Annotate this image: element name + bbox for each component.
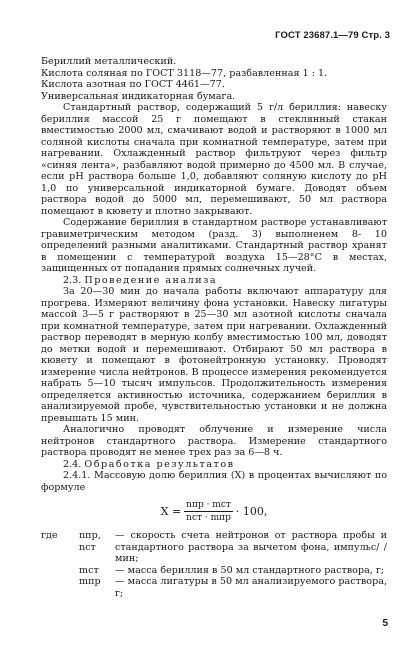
reagent-item: Кислота азотная по ГОСТ 4461—77. xyxy=(41,79,225,90)
page-header: ГОСТ 23687.1—79 Стр. 3 xyxy=(275,30,390,41)
reagent-item: Универсальная индикаторная бумага. xyxy=(41,90,236,102)
definition-row xyxy=(41,565,387,577)
definition-row xyxy=(41,530,387,565)
formula-numerator: nпр · mст xyxy=(186,500,231,510)
section-heading-2-3 xyxy=(41,275,387,287)
section-heading-2-4 xyxy=(41,459,387,471)
definition-symbol: mст xyxy=(79,564,99,576)
formula-rhs: · 100, xyxy=(235,504,268,518)
definition-text: — скорость счета нейтронов от раствора пробы и стандартного раствора за вычетом фона, импульс/ /мин; xyxy=(115,530,387,564)
document-body xyxy=(41,56,387,599)
paragraph-2-4-1: 2.4.1. Массовую долю бериллия (X) в процентах вычисляют по формуле xyxy=(41,470,387,493)
section-number: 2.4. xyxy=(63,458,82,470)
definition-text: — масса бериллия в 50 мл стандартного раствора, г; xyxy=(115,564,385,576)
paragraph-standard-solution: Стандартный раствор, содержащий 5 г/л бериллия: навеску бериллия массой 25 г помещают в стеклянный стакан вместимостью 2000 мл, смачивают водой и растворяют в 1000 мл соляной кислоты сначала при комнатной температуре, затем при нагревании. Охлажденный раствор фильтруют через фильтр «синяя лента», разбавляют водой примерно до 4500 мл. В случае, если pH раствора больше 1,0, добавляют соляную кислоту до pH 1,0 по универсальной индикаторной бумаге. Доводят объем раствора водой до 5000 мл, перемешивают, 50 мл раствора помещают в кювету и плотно закрывают. xyxy=(41,102,387,217)
formula-fraction xyxy=(184,500,233,523)
definition-symbol: mпр xyxy=(79,576,101,587)
paragraph-procedure: За 20—30 мин до начала работы включают аппаратуру для прогрева. Измеряют величину фона установки. Навеску лигатуры массой 3—5 г растворяют в 25—30 мл азотной кислоты сначала при комнатной температуре, затем при нагревании. Охлажденный раствор переводят в мерную колбу вместимостью 100 мл, доводят до метки водой и перемешивают. Отбирают 50 мл раствора в кювету и помещают в фотонейтронную установку. Проводят измерение числа нейтронов. В процессе измерения рекомендуется набрать 5—10 тысяч импульсов. Продолжительность измерения определяется активностью источника, содержанием бериллия в анализируемой пробе, чувствительностью установки и не должна превышать 15 мин. xyxy=(41,286,387,424)
reagent-item: Бериллий металлический. xyxy=(41,56,177,67)
reagent-item: Кислота соляная по ГОСТ 3118—77, разбавленная 1 : 1. xyxy=(41,67,328,79)
section-number: 2.3. xyxy=(63,274,82,286)
definition-text: — масса лигатуры в 50 мл анализируемого раствора, г; xyxy=(115,576,387,599)
paragraph-content-determination: Содержание бериллия в стандартном растворе устанавливают гравиметрическим методом (разд. 3) выполненем 8- 10 определений разными аналитиками. Стандартный раствор хранят в помещении с температурой воздуха 15—28°С в местах, защищенных от попадания прямых солнечных лучей. xyxy=(41,217,387,274)
definitions-list xyxy=(41,530,387,599)
section-title: Обработка результатов xyxy=(84,458,235,470)
definitions-lead: где xyxy=(41,530,58,541)
definition-row xyxy=(41,576,387,599)
paragraph-analog: Аналогично проводят облучение и измерение числа нейтронов стандартного раствора. Измерение стандартного раствора проводят не менее трех раз за 6—8 ч. xyxy=(41,424,387,458)
formula-lhs: X = xyxy=(160,504,182,518)
definition-symbol: nпр, nст xyxy=(79,530,101,553)
formula-denominator: nст · mпр xyxy=(186,513,231,523)
formula xyxy=(41,500,387,523)
page-number: 5 xyxy=(382,618,388,629)
section-title: Проведение анализа xyxy=(84,274,218,286)
